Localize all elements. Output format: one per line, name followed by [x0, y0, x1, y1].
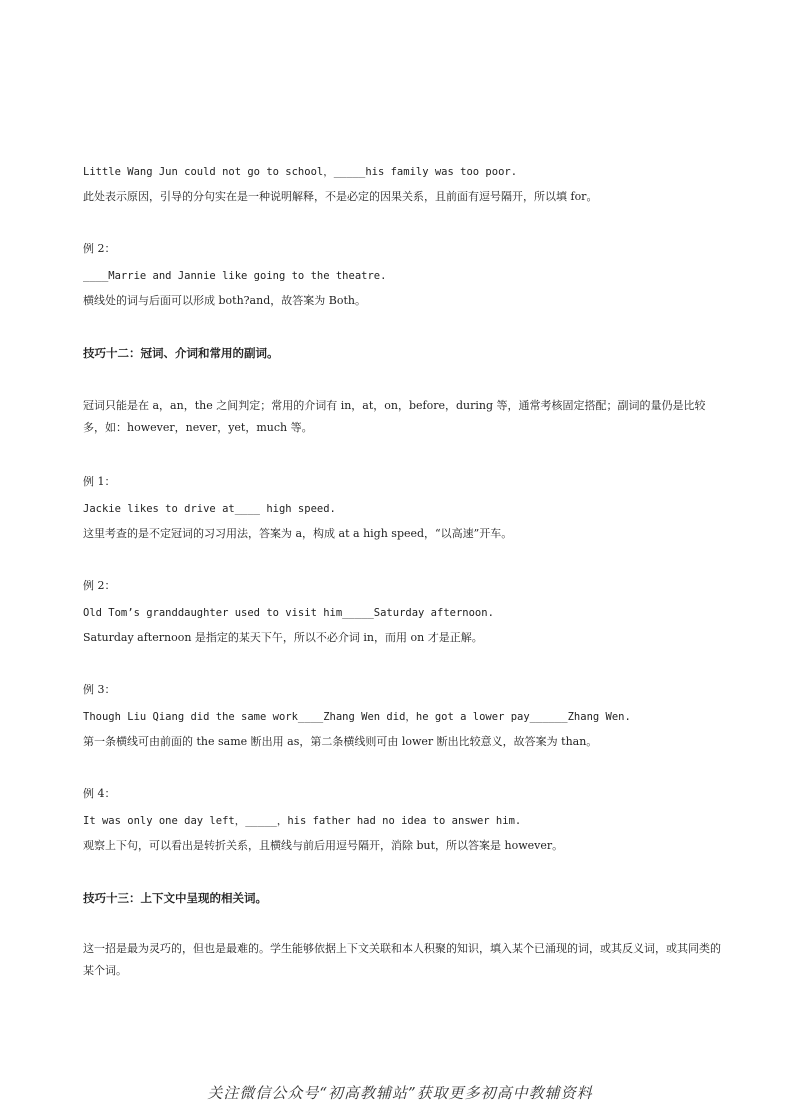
example-sentence: It was only one day left，_____，his father had no idea to answer him. [83, 815, 522, 827]
example-label: 例 1： [83, 475, 116, 488]
example-label: 例 3： [83, 683, 116, 696]
explanation-text: 此处表示原因，引导的分句实在是一种说明解释，不是必定的因果关系，且前面有逗号隔开，所以填 for。 [83, 190, 598, 203]
section-heading: 技巧十三：上下文中呈现的相关词。 [83, 891, 267, 905]
paragraph-text: 这一招是最为灵巧的，但也是最难的。学生能够依据上下文关联和本人积聚的知识，填入某个已涌现的词，或其反义词，或其同类的某个词。 [83, 942, 721, 977]
example-sentence: Though Liu Qiang did the same work____Zhang Wen did，he got a lower pay______Zhang Wen. [83, 711, 631, 723]
example-sentence: Jackie likes to drive at____ high speed. [83, 503, 336, 515]
explanation-text: 第一条横线可由前面的 the same 断出用 as，第二条横线则可由 lower 断出比较意义，故答案为 than。 [83, 735, 598, 748]
explanation-text: 观察上下句，可以看出是转折关系，且横线与前后用逗号隔开，消除 but，所以答案是 however。 [83, 839, 564, 852]
explanation-text: 横线处的词与后面可以形成 both?and，故答案为 Both。 [83, 294, 366, 307]
explanation-text: Saturday afternoon 是指定的某天下午，所以不必介词 in，而用 on 才是正解。 [83, 631, 483, 644]
example-label: 例 4： [83, 787, 116, 800]
example-sentence: Little Wang Jun could not go to school，_____his family was too poor. [83, 166, 518, 178]
example-label: 例 2： [83, 242, 116, 255]
explanation-text: 这里考查的是不定冠词的习习用法，答案为 a，构成 at a high speed，“以高速”开车。 [83, 527, 513, 540]
section-heading: 技巧十二：冠词、介词和常用的副词。 [83, 346, 279, 360]
page-footer: 关注微信公众号“初高教辅站”获取更多初高中教辅资料 [207, 1084, 593, 1102]
example-sentence: ____Marrie and Jannie like going to the theatre. [83, 270, 387, 282]
example-label: 例 2： [83, 579, 116, 592]
paragraph-text: 冠词只能是在 a，an，the 之间判定；常用的介词有 in，at，on，before，during 等，通常考核固定搭配；副词的量仍是比较多，如：however，never，yet，much 等。 [83, 399, 706, 434]
example-sentence: Old Tom’s granddaughter used to visit him_____Saturday afternoon. [83, 607, 494, 619]
